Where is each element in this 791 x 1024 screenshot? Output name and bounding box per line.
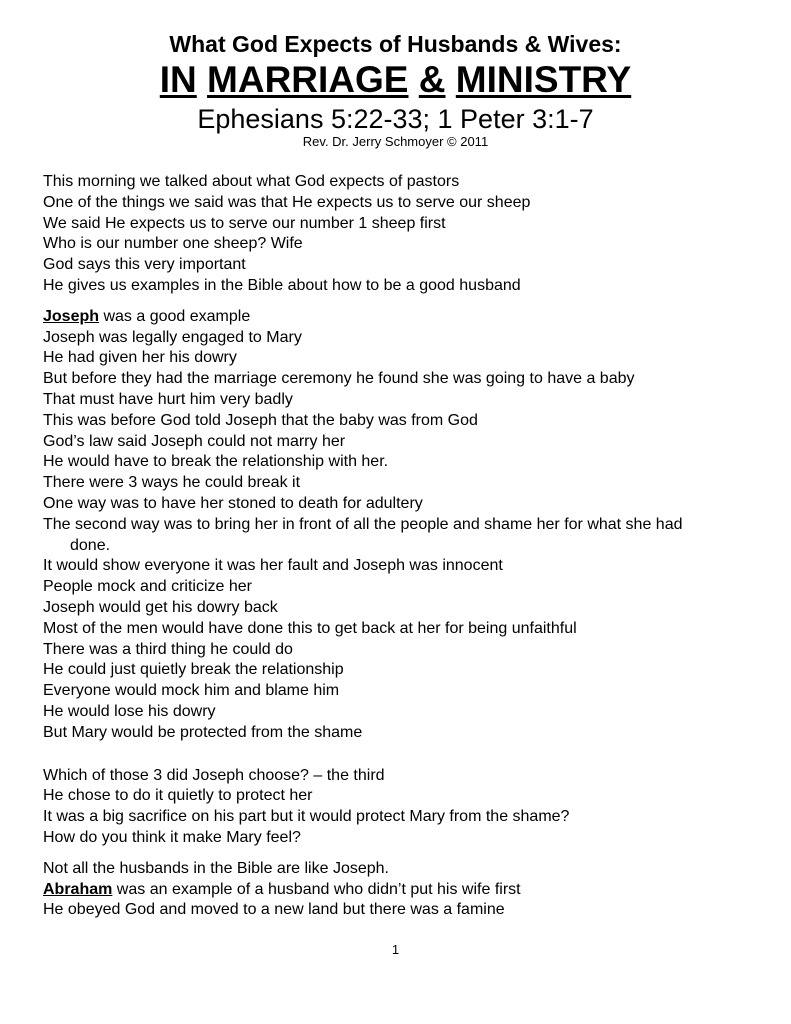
text-line: done. [70, 536, 111, 554]
scripture-reference: Ephesians 5:22-33; 1 Peter 3:1-7 [197, 104, 594, 134]
text-line: He would have to break the relationship with her. [43, 453, 389, 471]
document-body [43, 172, 773, 931]
text-line: God’s law said Joseph could not marry her [43, 432, 346, 450]
subtitle-word: IN [159, 59, 197, 100]
document-subtitle [0, 58, 791, 102]
text-line: He obeyed God and moved to a new land but there was a famine [43, 901, 505, 919]
subtitle-word: & [418, 59, 446, 100]
text-line: There was a third thing he could do [43, 640, 293, 658]
paragraph [43, 859, 773, 880]
text-line: It would show everyone it was her fault and Joseph was innocent [43, 557, 503, 575]
lead-name: Joseph [43, 307, 100, 325]
text-line: Everyone would mock him and blame him [43, 682, 340, 700]
page-number: 1 [391, 942, 400, 957]
paragraph-lead-line [43, 880, 773, 901]
text-line: He chose to do it quietly to protect her [43, 787, 313, 805]
paragraph [43, 880, 773, 922]
paragraph [43, 307, 773, 744]
paragraph [43, 766, 773, 849]
text-line: He had given her his dowry [43, 349, 237, 367]
text-line: That must have hurt him very badly [43, 390, 293, 408]
paragraph-lead-line [43, 307, 773, 328]
text-line: How do you think it make Mary feel? [43, 828, 301, 846]
subtitle-word: MINISTRY [455, 59, 632, 100]
text-line: Which of those 3 did Joseph choose? – the third [43, 766, 385, 784]
text-line: He could just quietly break the relationship [43, 661, 344, 679]
lead-rest: was an example of a husband who didn’t put his wife first [112, 880, 521, 898]
lead-rest: was a good example [99, 307, 251, 325]
text-line: This was before God told Joseph that the baby was from God [43, 411, 478, 429]
text-line: We said He expects us to serve our number 1 sheep first [43, 214, 446, 232]
text-line: The second way was to bring her in front of all the people and shame her for what she had [43, 515, 683, 533]
text-line: Joseph would get his dowry back [43, 598, 278, 616]
text-line: It was a big sacrifice on his part but it would protect Mary from the shame? [43, 808, 570, 826]
subtitle-word: MARRIAGE [207, 59, 409, 100]
text-line: People mock and criticize her [43, 578, 252, 596]
text-line: Who is our number one sheep? Wife [43, 235, 303, 253]
text-line: Most of the men would have done this to get back at her for being unfaithful [43, 619, 577, 637]
text-line: But Mary would be protected from the shame [43, 723, 363, 741]
paragraph [43, 172, 773, 297]
document-header [0, 30, 791, 150]
text-line: But before they had the marriage ceremony he found she was going to have a baby [43, 370, 635, 388]
text-line: Joseph was legally engaged to Mary [43, 328, 302, 346]
document-title: What God Expects of Husbands & Wives: [169, 31, 622, 57]
text-line: One way was to have her stoned to death for adultery [43, 494, 423, 512]
text-line: Not all the husbands in the Bible are like Joseph. [43, 859, 389, 877]
text-line: He gives us examples in the Bible about how to be a good husband [43, 276, 521, 294]
text-line: This morning we talked about what God expects of pastors [43, 173, 460, 190]
text-line: One of the things we said was that He expects us to serve our sheep [43, 193, 531, 211]
text-line: He would lose his dowry [43, 702, 216, 720]
text-line: God says this very important [43, 256, 246, 274]
text-line: There were 3 ways he could break it [43, 474, 301, 492]
author-byline: Rev. Dr. Jerry Schmoyer © 2011 [302, 134, 489, 149]
lead-name: Abraham [43, 880, 113, 898]
